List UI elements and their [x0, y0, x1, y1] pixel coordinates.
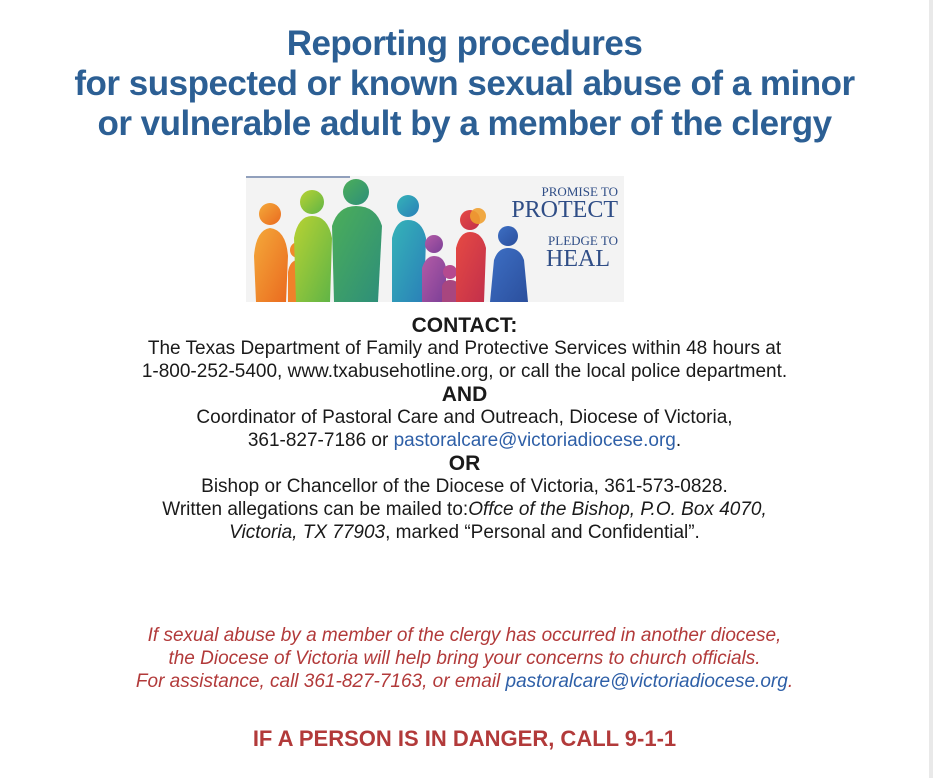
title-line-1: Reporting procedures: [286, 24, 643, 63]
other-diocese-section: [0, 624, 929, 693]
coordinator-line-end: .: [675, 430, 682, 451]
logo-protect: PROTECT: [511, 197, 618, 223]
title-line-2: for suspected or known sexual abuse of a minor: [74, 64, 855, 103]
page-title: [0, 24, 929, 144]
written-allegations-line: [0, 498, 929, 521]
logo-divider-line: [246, 176, 350, 178]
coordinator-phone: 361-827-7186 or: [247, 430, 394, 451]
assistance-email-link[interactable]: pastoralcare@victoriadiocese.org: [505, 671, 788, 692]
danger-callout: IF A PERSON IS IN DANGER, CALL 9-1-1: [252, 726, 677, 751]
assistance-text: For assistance, call 361-827-7163, or email: [135, 671, 506, 692]
assistance-end: .: [787, 671, 794, 692]
mailing-city-line: [0, 521, 929, 544]
logo-pledge-to: PLEDGE TO: [548, 233, 618, 248]
other-diocese-line-2: the Diocese of Victoria will help bring your concerns to church officials.: [168, 648, 761, 669]
contact-header: CONTACT:: [411, 314, 518, 337]
other-diocese-line-3: [0, 670, 929, 693]
coordinator-line-2: [0, 429, 929, 452]
marked-confidential: , marked “Personal and Confidential”.: [385, 522, 700, 543]
title-line-3: or vulnerable adult by a member of the clergy: [97, 104, 832, 143]
mailing-city: Victoria, TX 77903: [229, 522, 386, 543]
promise-to-protect-logo: [246, 176, 624, 302]
logo-heal: HEAL: [546, 246, 610, 272]
written-prefix: Written allegations can be mailed to:: [162, 499, 469, 520]
bishop-line: Bishop or Chancellor of the Diocese of Victoria, 361-573-0828.: [201, 476, 728, 497]
or-separator: OR: [448, 452, 481, 475]
contact-dfps-line-2: 1-800-252-5400, www.txabusehotline.org, or call the local police department.: [141, 361, 788, 382]
contact-section: [0, 314, 929, 544]
and-separator: AND: [441, 383, 488, 406]
written-address: Offce of the Bishop, P.O. Box 4070,: [468, 499, 767, 520]
contact-dfps-line-1: The Texas Department of Family and Protective Services within 48 hours at: [147, 338, 782, 359]
other-diocese-line-1: If sexual abuse by a member of the clergy has occurred in another diocese,: [147, 625, 782, 646]
logo-promise-to: PROMISE TO: [541, 184, 618, 199]
coordinator-line-1: Coordinator of Pastoral Care and Outreach, Diocese of Victoria,: [196, 407, 733, 428]
coordinator-email-link[interactable]: pastoralcare@victoriadiocese.org: [393, 430, 676, 451]
